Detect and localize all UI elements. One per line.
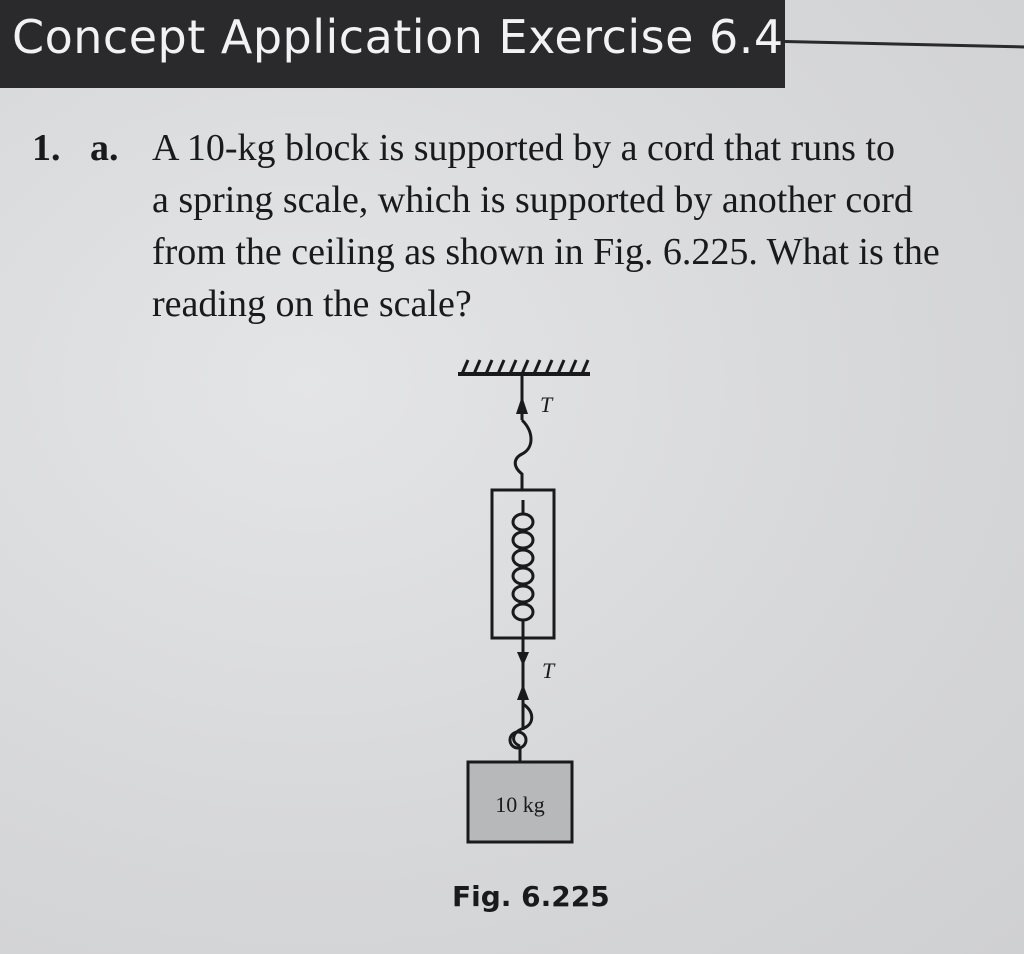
spring-scale-figure	[400, 350, 660, 870]
question-number: 1.	[32, 127, 61, 169]
block-mass-label: 10 kg	[495, 792, 545, 817]
question-part-label: a.	[90, 127, 119, 169]
section-header-bar	[0, 0, 785, 88]
header-rule-line	[785, 40, 1024, 48]
question-text-line: from the ceiling as shown in Fig. 6.225. What is the	[152, 231, 940, 273]
tension-label-top: T	[540, 392, 553, 417]
question-text-line: a spring scale, which is supported by another cord	[152, 179, 913, 221]
figure-caption: Fig. 6.225	[452, 880, 610, 913]
question-text-line: A 10-kg block is supported by a cord that runs to	[152, 127, 896, 169]
spring-coil	[513, 500, 533, 638]
section-title: Concept Application Exercise 6.4	[12, 10, 784, 64]
ceiling-hatch	[458, 360, 590, 374]
lower-tension-arrow-up	[517, 684, 529, 700]
tension-label-bottom: T	[542, 658, 555, 683]
upper-hook	[515, 420, 531, 490]
lower-hook	[510, 704, 532, 762]
upper-tension-arrow	[516, 396, 528, 414]
question-text-line: reading on the scale?	[152, 283, 472, 325]
lower-tension-arrow-down	[517, 652, 529, 666]
